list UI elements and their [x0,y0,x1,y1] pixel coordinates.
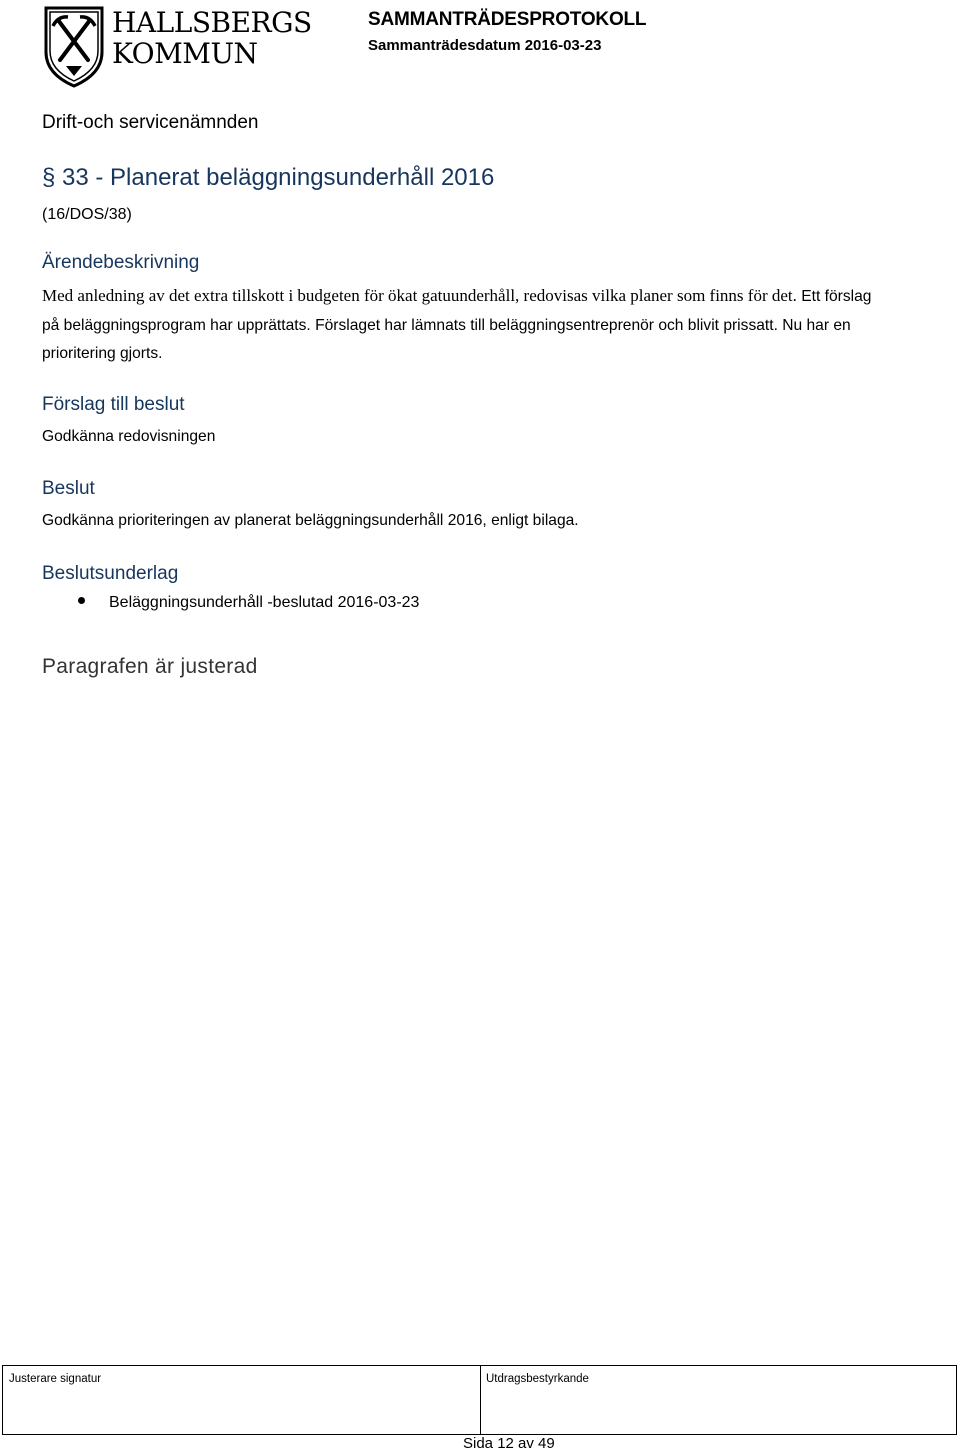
logo-line-2: KOMMUN [112,37,258,70]
description-text [42,282,892,369]
municipality-coat-of-arms-icon [42,4,106,88]
signature-footer-table [2,1365,957,1435]
basis-list-item [78,594,419,612]
decision-text: Godkänna prioriteringen av planerat beläggningsunderhåll 2016, enligt bilaga. [42,512,579,529]
proposal-heading: Förslag till beslut [42,394,185,415]
footer-divider [480,1366,481,1434]
paragraph-heading: § 33 - Planerat beläggningsunderhåll 2016 [42,164,495,191]
adjuster-signature-label: Justerare signatur [9,1373,102,1385]
extract-certification-label: Utdragsbestyrkande [486,1373,589,1385]
municipality-logo-text [112,7,312,69]
description-heading: Ärendebeskrivning [42,252,200,273]
bullet-icon [78,597,85,604]
committee-name: Drift-och servicenämnden [42,112,259,133]
description-text-part-1: Med anledning av det extra tillskott i budgeten för ökat gatuunderhåll, redovisas vilka planer som finns för det. [42,286,797,305]
case-number: (16/DOS/38) [42,206,132,223]
document-title: SAMMANTRÄDESPROTOKOLL [368,9,647,30]
logo-line-1: HALLSBERGS [112,6,312,39]
page-number: Sida 12 av 49 [463,1435,555,1452]
meeting-date: Sammanträdesdatum 2016-03-23 [368,37,602,54]
basis-item-text: Beläggningsunderhåll -beslutad 2016-03-23 [109,594,420,611]
decision-heading: Beslut [42,478,95,499]
basis-heading: Beslutsunderlag [42,563,179,584]
proposal-text: Godkänna redovisningen [42,428,216,445]
description-text-part-2: Ett förslag på beläggningsprogram har upprättats. Förslaget har lämnats till beläggningsentreprenör och blivit prissatt. Nu har en prioritering gjorts. [42,288,872,362]
justified-note: Paragrafen är justerad [42,655,258,678]
